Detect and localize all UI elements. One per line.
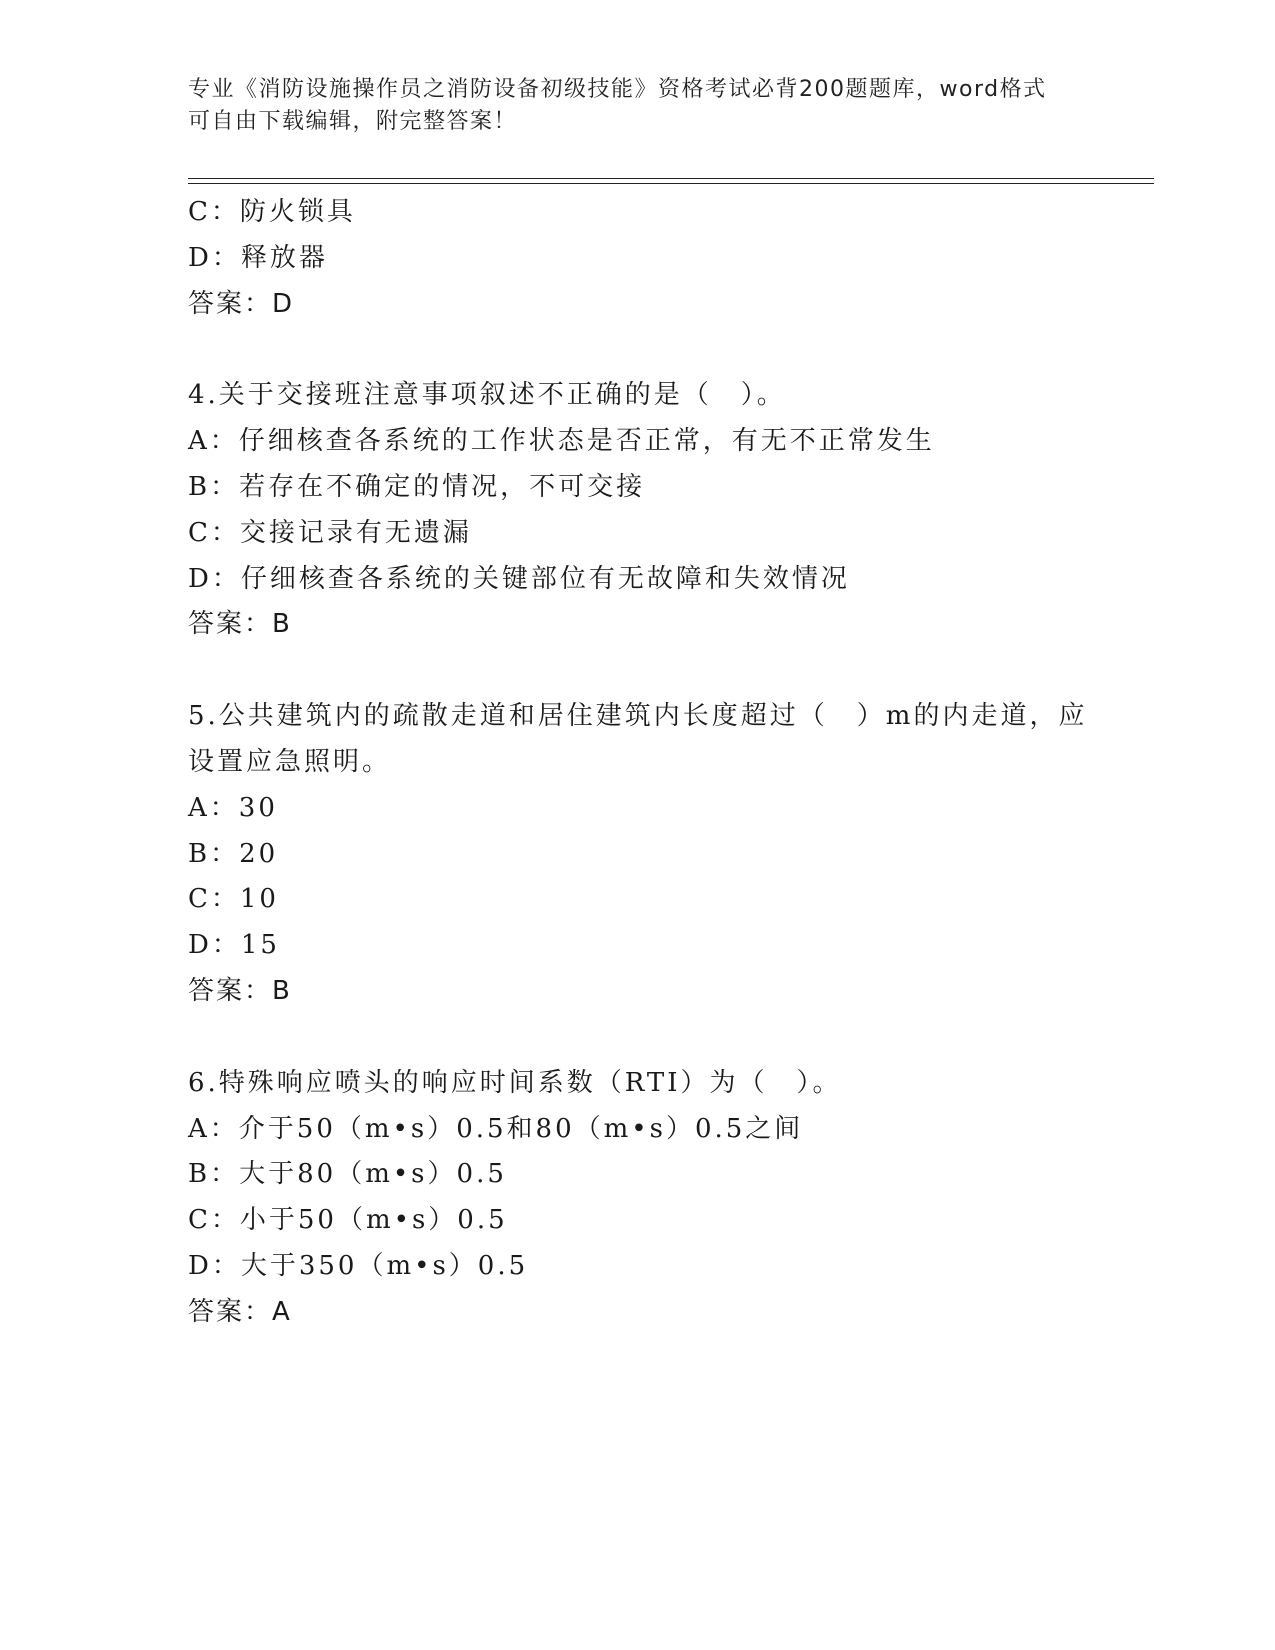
option-d: D：大于350（m•s）0.5	[188, 1250, 529, 1281]
answer-line: 答案：A	[188, 1296, 292, 1327]
question-6	[188, 1061, 1088, 1336]
document-header	[188, 74, 1068, 138]
option-a: A：仔细核查各系统的工作状态是否正常，有无不正常发生	[188, 426, 935, 457]
option-c: C：10	[188, 884, 279, 915]
header-title: 专业《消防设施操作员之消防设备初级技能》资格考试必背200题题库，word格式可自由下载编辑，附完整答案！	[188, 77, 1047, 134]
option-b: B：20	[188, 838, 279, 869]
header-divider-bottom	[188, 183, 1154, 184]
option-b: B：若存在不确定的情况，不可交接	[188, 471, 646, 502]
option-d: D：15	[188, 930, 280, 961]
question-4	[188, 373, 1088, 648]
option-d: D：仔细核查各系统的关键部位有无故障和失效情况	[188, 563, 850, 594]
answer-line: 答案：D	[188, 288, 295, 319]
option-c: C：防火锁具	[188, 197, 356, 227]
option-c: C：小于50（m•s）0.5	[188, 1205, 508, 1236]
option-d: D：释放器	[188, 242, 328, 273]
question-stem: 4.关于交接班注意事项叙述不正确的是（ ）。	[188, 380, 786, 411]
option-a: A：30	[188, 792, 278, 823]
option-a: A：介于50（m•s）0.5和80（m•s）0.5之间	[188, 1113, 804, 1144]
question-5	[188, 694, 1088, 1015]
question-stem-continued: 设置应急照明。	[188, 746, 392, 777]
option-c: C：交接记录有无遗漏	[188, 517, 472, 548]
option-b: B：大于80（m•s）0.5	[188, 1159, 507, 1190]
question-stem: 6.特殊响应喷头的响应时间系数（RTI）为（ ）。	[188, 1067, 842, 1098]
answer-line: 答案：B	[188, 609, 292, 640]
question-block-3-tail	[188, 190, 1088, 327]
header-divider-top	[188, 178, 1154, 179]
question-stem: 5.公共建筑内的疏散走道和居住建筑内长度超过（ ）m的内走道，应	[188, 701, 1088, 732]
question-list	[188, 190, 1088, 1336]
answer-line: 答案：B	[188, 975, 292, 1006]
